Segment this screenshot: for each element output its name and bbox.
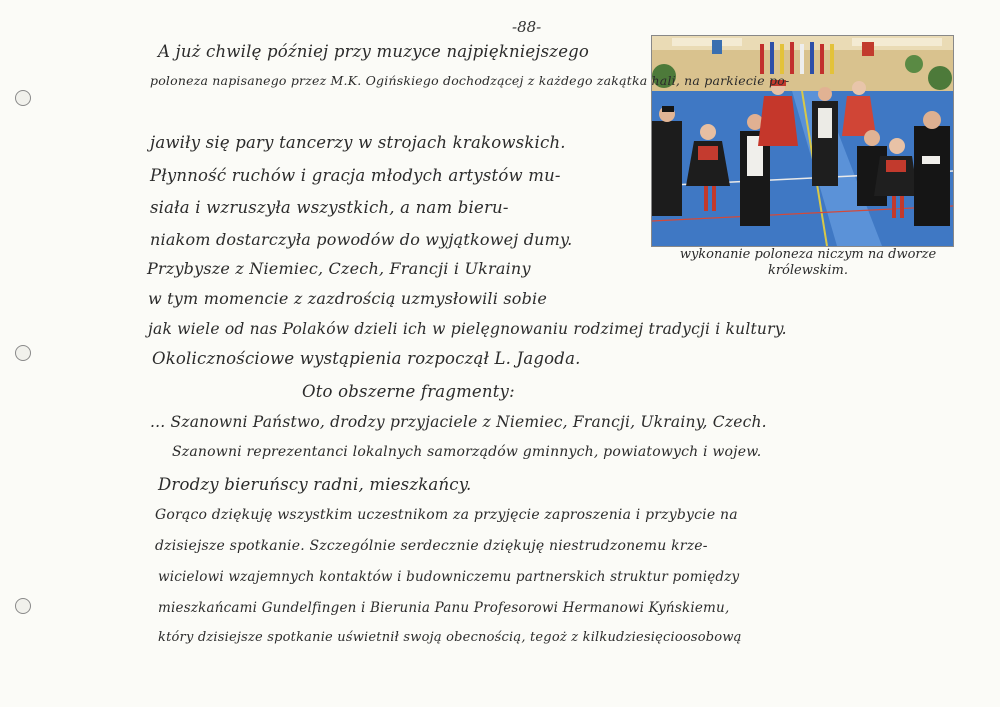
binder-hole [15, 598, 31, 614]
text-line: Gorąco dziękuję wszystkim uczestnikom za przyjęcie zaproszenia i przybycie na [155, 507, 738, 523]
text-line: jak wiele od nas Polaków dzieli ich w pielęgnowaniu rodzimej tradycji i kultury. [148, 320, 787, 338]
text-line: Przybysze z Niemiec, Czech, Francji i Ukrainy [147, 259, 531, 278]
text-line: Okolicznościowe wystąpienia rozpoczął L. Jagoda. [152, 349, 581, 368]
text-line: Oto obszerne fragmenty: [302, 382, 515, 401]
photo-caption: wykonanie poloneza niczym na dworze królewskim. [679, 247, 937, 278]
text-line: A już chwilę później przy muzyce najpiękniejszego [158, 42, 590, 61]
text-line: mieszkańcami Gundelfingen i Bierunia Panu Profesorowi Hermanowi Kyńskiemu, [158, 600, 730, 616]
text-line: niakom dostarczyła powodów do wyjątkowej dumy. [150, 230, 573, 249]
text-line: poloneza napisanego przez M.K. Ogińskiego dochodzącej z każdego zakątka hali, na parkiecie po- [150, 73, 790, 88]
text-line: siała i wzruszyła wszystkich, a nam bieru- [150, 198, 509, 217]
text-line: ... Szanowni Państwo, drodzy przyjaciele z Niemiec, Francji, Ukrainy, Czech. [150, 413, 767, 431]
text-line: w tym momencie z zazdrością uzmysłowili sobie [148, 289, 548, 308]
text-line: Szanowni reprezentanci lokalnych samorządów gminnych, powiatowych i wojew. [172, 444, 762, 460]
text-line: który dzisiejsze spotkanie uświetnił swoją obecnością, tegoż z kilkudziesięcioosobową [158, 630, 742, 645]
text-line: Drodzy bieruńscy radni, mieszkańcy. [158, 475, 472, 494]
text-line: wicielowi wzajemnych kontaktów i budowniczemu partnerskich struktur pomiędzy [158, 569, 740, 585]
page-number: -88- [512, 18, 542, 36]
dance-photo [651, 35, 954, 247]
text-line: dzisiejsze spotkanie. Szczególnie serdecznie dziękuję niestrudzonemu krze- [155, 538, 708, 554]
text-line: jawiły się pary tancerzy w strojach krakowskich. [150, 133, 566, 152]
text-line: Płynność ruchów i gracja młodych artystów mu- [150, 166, 561, 185]
binder-hole [15, 345, 31, 361]
binder-hole [15, 90, 31, 106]
